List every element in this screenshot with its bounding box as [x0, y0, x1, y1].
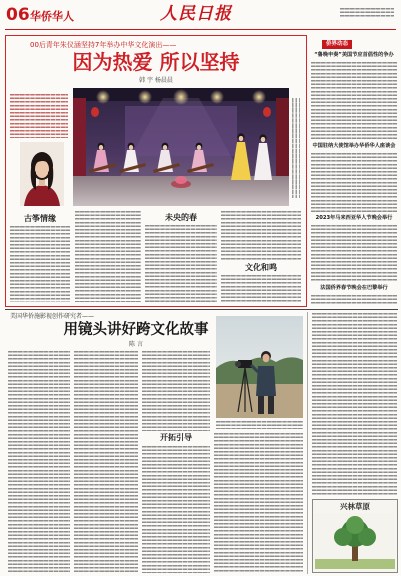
performance-photo	[73, 88, 289, 206]
sidebar-bottom-text	[312, 313, 397, 495]
feature-column-3	[145, 225, 217, 302]
second-column-3a	[142, 351, 210, 431]
second-kicker: 美国华侨施影视创作研究者——	[10, 313, 95, 320]
header-rule	[5, 29, 396, 30]
photo-caption	[292, 98, 300, 198]
sidebar-text-4	[311, 295, 397, 305]
filmmaker-photo	[216, 316, 303, 418]
sidebar-tag: 侨界动态	[322, 40, 352, 49]
feature-column-4a	[221, 211, 301, 261]
sidebar-text-3	[311, 225, 397, 282]
sidebar-text-2	[311, 153, 397, 212]
sidebar-text-1	[311, 62, 397, 140]
second-column-3b	[142, 446, 210, 573]
feature-subhead-3: 文化和鸣	[245, 263, 277, 272]
feature-subhead-1: 古筝情缘	[24, 214, 56, 223]
feature-article	[5, 35, 307, 307]
second-title: 用镜头讲好跨文化故事	[63, 322, 209, 338]
second-byline: 陈 言	[129, 341, 143, 348]
page-number: 06	[6, 5, 30, 25]
feature-column-4b	[221, 275, 301, 302]
sidebar-headline-3: 2023年马来西亚华人节晚会举行	[315, 215, 393, 221]
second-subhead: 开拓引导	[160, 433, 192, 442]
column-divider	[307, 312, 308, 574]
feature-subhead-2: 未央的春	[165, 213, 197, 222]
filmmaker-photo-caption	[216, 421, 303, 429]
sidebar-headline-1: “鲁晚申奏”美国节应首倡性的争办	[314, 52, 394, 58]
issue-date	[340, 8, 394, 17]
section-name: 华侨华人	[30, 10, 74, 23]
portrait-photo	[20, 142, 64, 206]
corner-box-title: 兴林草原	[340, 502, 370, 511]
sidebar-headline-2: 中国驻纳大使馆举办华侨华人座谈会	[312, 143, 396, 149]
second-column-2	[74, 351, 138, 573]
tree-illustration	[315, 513, 395, 569]
intro-quote	[10, 94, 68, 138]
section-divider	[5, 309, 398, 310]
feature-byline: 韩 宇 杨晨晨	[139, 77, 173, 84]
feature-column-2	[75, 211, 141, 302]
masthead-logo: 人民日报	[160, 4, 232, 24]
feature-column-1	[10, 226, 70, 302]
sidebar-headline-4: 法国侨界春节晚会在巴黎举行	[320, 285, 388, 291]
feature-title: 因为热爱 所以坚持	[72, 50, 240, 74]
feature-kicker: 00后青年朱仪涵坚持7年举办中华文化演出——	[30, 41, 177, 49]
corner-box	[312, 499, 398, 573]
second-column-4	[214, 433, 303, 573]
second-column-1	[8, 351, 70, 573]
